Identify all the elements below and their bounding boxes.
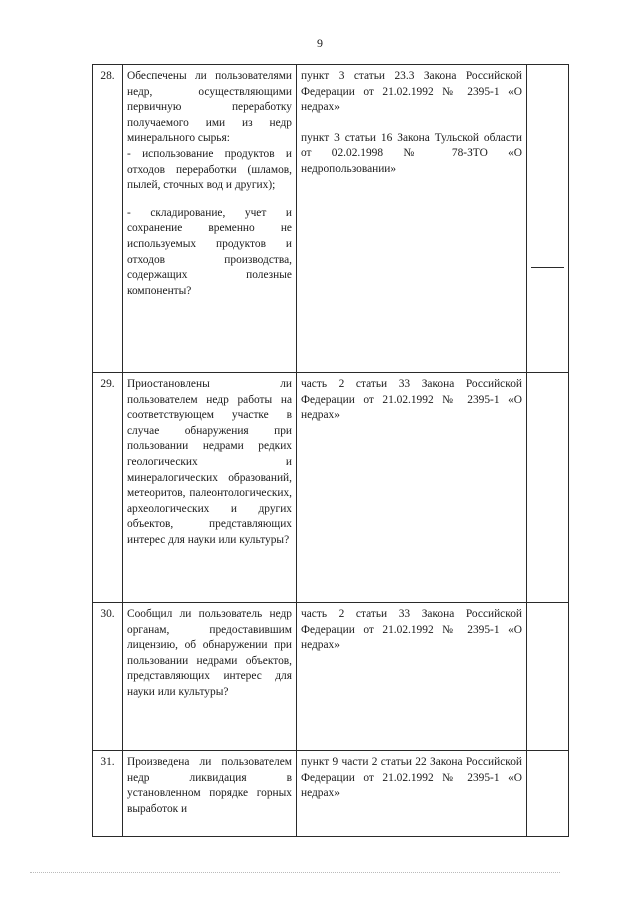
question-item: - использование продуктов и отходов переработки (шламов, пылей, сточных вод и других); [127, 147, 292, 192]
answer-cell-divider [531, 69, 564, 268]
question-cell [123, 751, 297, 837]
question-cell [123, 603, 297, 751]
reference-cell [297, 373, 527, 603]
answer-cell [527, 751, 569, 837]
question-text: Обеспечены ли пользователями недр, осуществляющими первичную переработку получаемого ими из недр минерального сырья: [127, 70, 292, 145]
reference-cell [297, 751, 527, 837]
page-number: 9 [317, 36, 323, 50]
reference-cell [297, 603, 527, 751]
row-number: 30. [93, 603, 123, 751]
question-text: Приостановлены ли пользователем недр работы на соответствующем участке в случае обнаружения при пользовании недрами редких геологических и минералогических образований, метеоритов, палеонтологических, археологических и других объектов, представляющих интерес для науки или культуры? [127, 378, 292, 546]
scan-artifact-line [30, 872, 560, 874]
reference-text: пункт 3 статьи 16 Закона Тульской области от 02.02.1998 № 78-ЗТО «О недропользовании» [301, 131, 522, 175]
question-cell [123, 373, 297, 603]
question-text: Произведена ли пользователем недр ликвидация в установленном порядке горных выработок и [127, 756, 292, 815]
row-number: 28. [93, 65, 123, 373]
reference-text: пункт 9 части 2 статьи 22 Закона Российской Федерации от 21.02.1992 № 2395-1 «О недрах» [301, 756, 522, 800]
row-number: 29. [93, 373, 123, 603]
answer-cell [527, 603, 569, 751]
question-text: Сообщил ли пользователь недр органам, предоставившим лицензию, об обнаружении при пользовании недрами объектов, представляющих интерес для науки или культуры? [127, 608, 292, 698]
question-item: - складирование, учет и сохранение временно не используемых продуктов и отходов производства, содержащих полезные компоненты? [127, 206, 292, 297]
table-row [93, 751, 569, 837]
table-row [93, 65, 569, 373]
answer-cell [527, 373, 569, 603]
reference-text: пункт 3 статьи 23.3 Закона Российской Федерации от 21.02.1992 № 2395-1 «О недрах» [301, 70, 522, 114]
checklist-table [92, 64, 569, 837]
reference-text: часть 2 статьи 33 Закона Российской Федерации от 21.02.1992 № 2395-1 «О недрах» [301, 378, 522, 422]
answer-cell [527, 65, 569, 373]
reference-text: часть 2 статьи 33 Закона Российской Федерации от 21.02.1992 № 2395-1 «О недрах» [301, 608, 522, 652]
table-row [93, 603, 569, 751]
question-cell [123, 65, 297, 373]
reference-cell [297, 65, 527, 373]
table-row [93, 373, 569, 603]
row-number: 31. [93, 751, 123, 837]
